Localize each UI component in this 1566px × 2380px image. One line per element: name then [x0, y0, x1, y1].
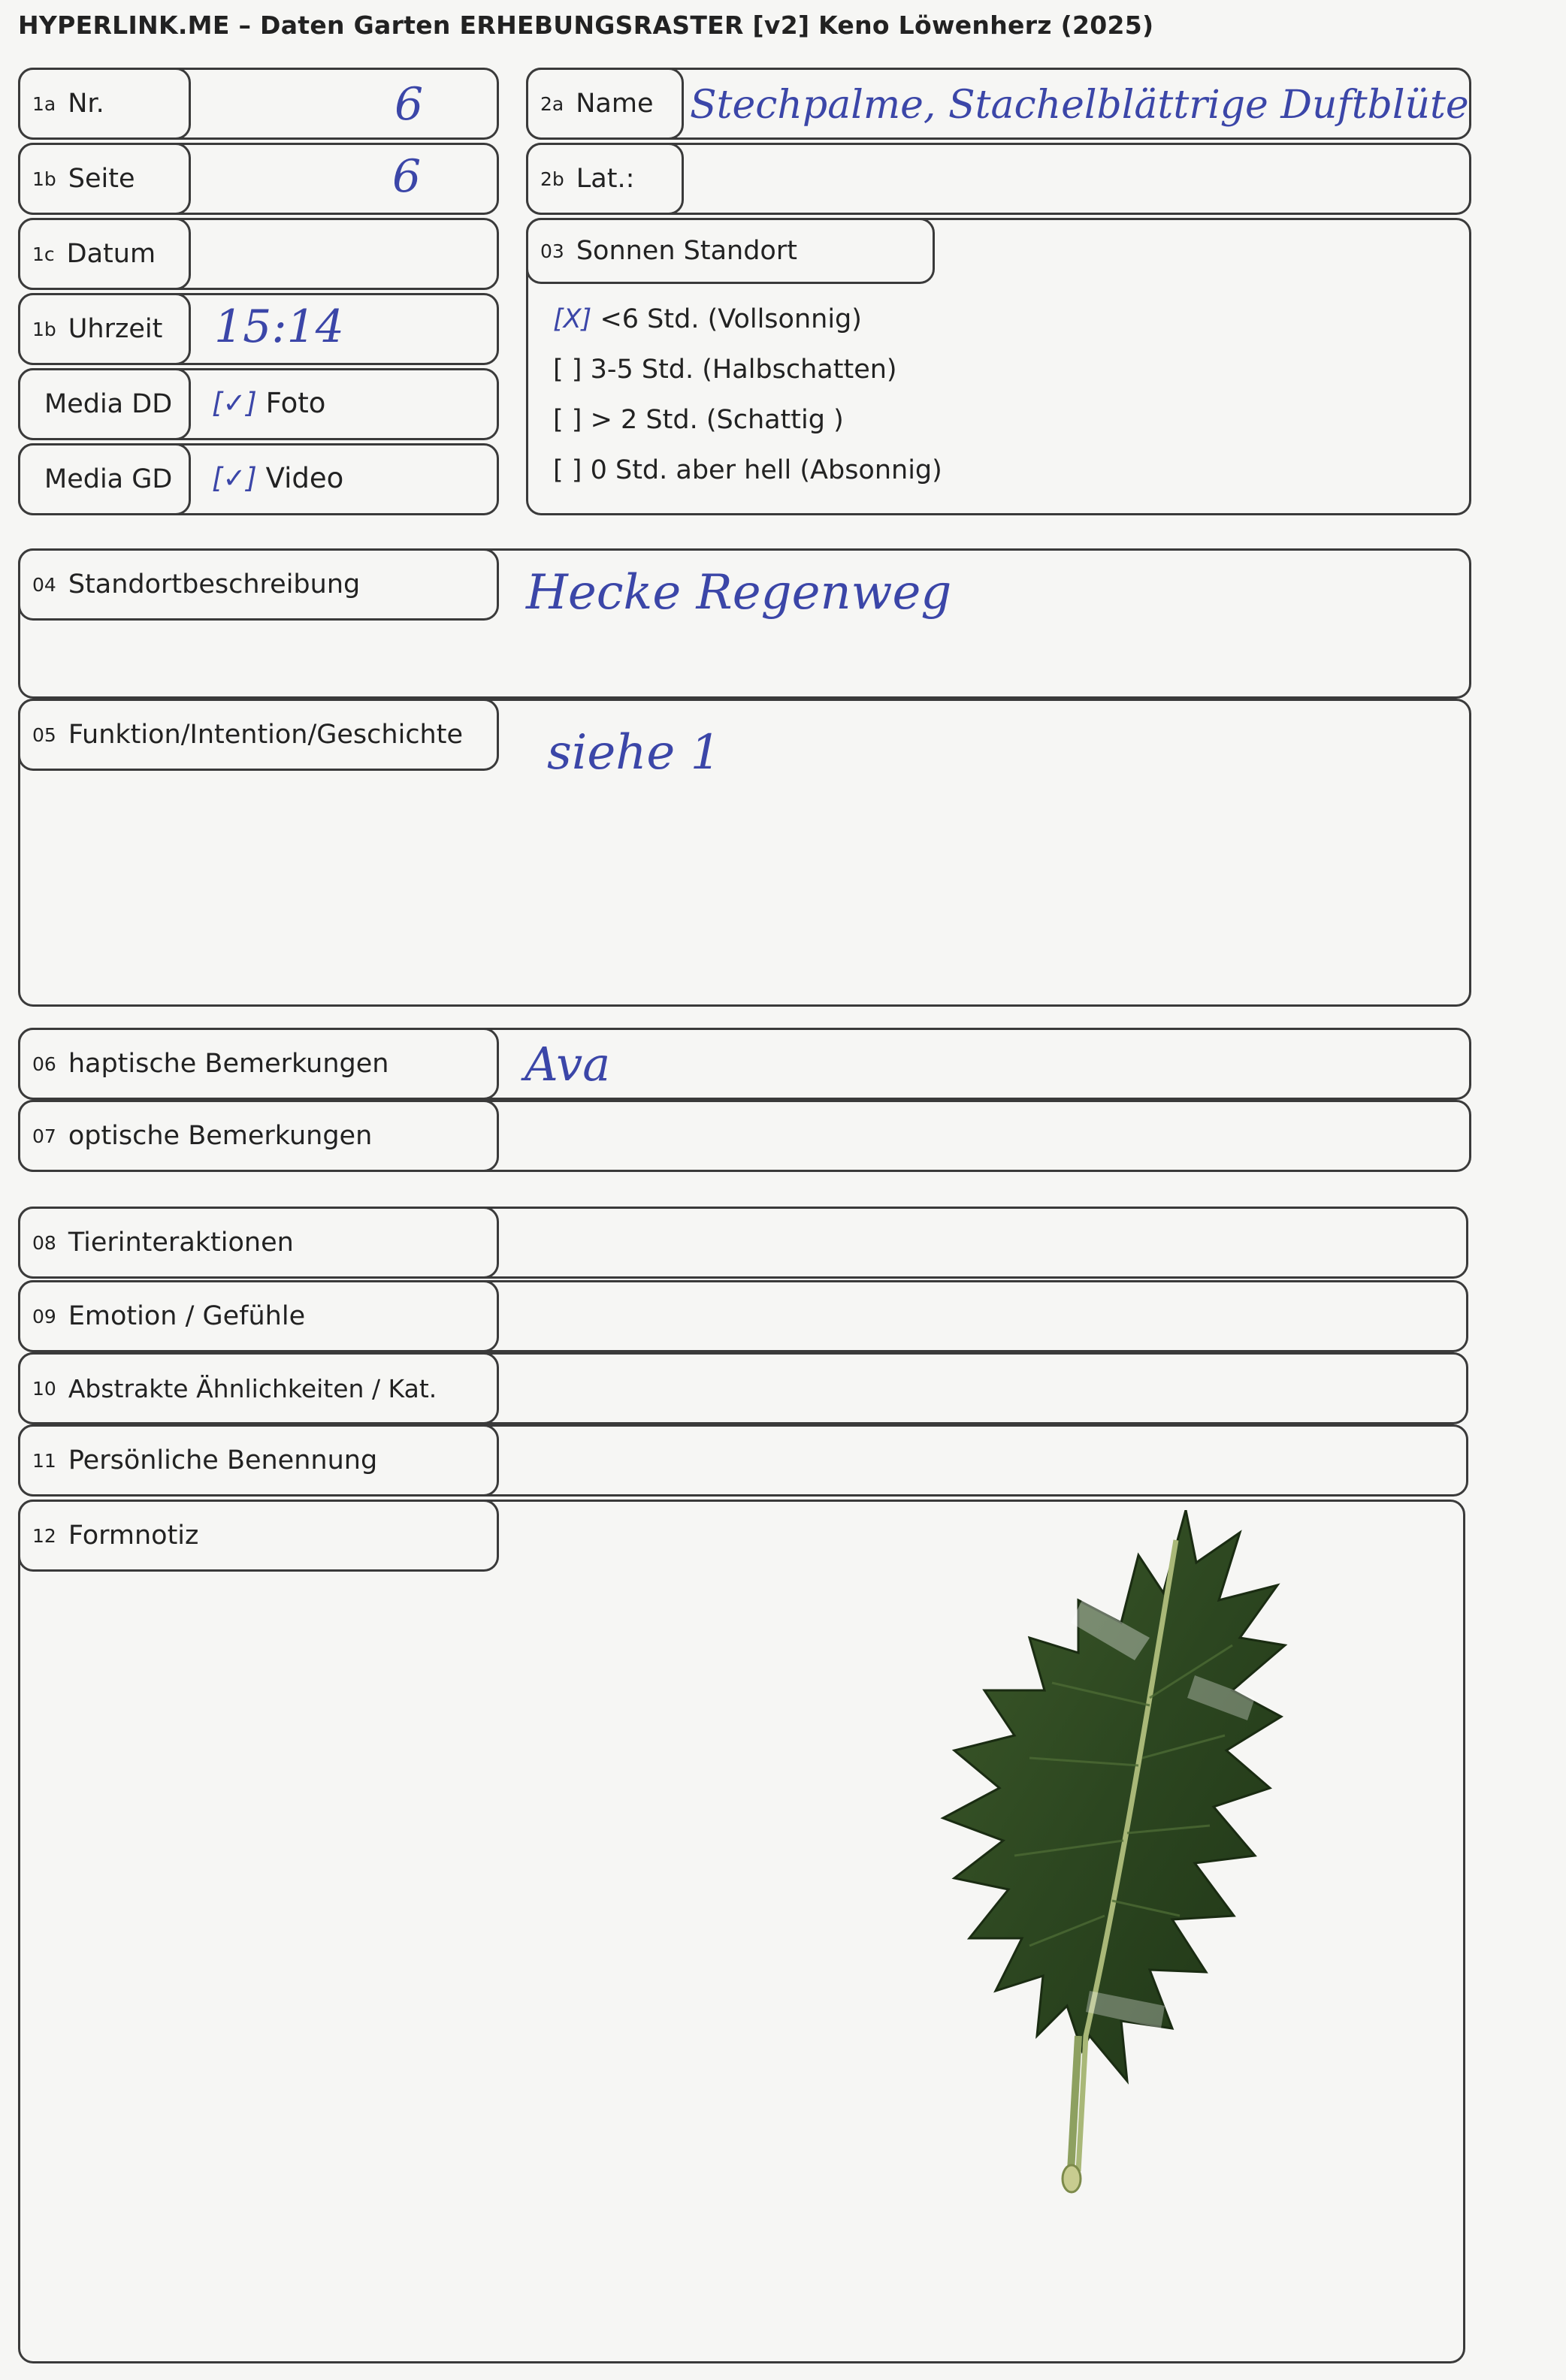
standort-label-text: Standortbeschreibung: [68, 569, 361, 600]
nr-value[interactable]: 6: [395, 78, 424, 131]
name-label-text: Name: [576, 89, 654, 119]
sun-option-vollsonnig[interactable]: [553, 304, 862, 334]
sun-option-text: 3-5 Std. (Halbschatten): [590, 355, 897, 385]
emotion-code: 09: [32, 1305, 56, 1327]
uhrzeit-value[interactable]: 15:14: [214, 301, 344, 353]
uhrzeit-code: 1b: [32, 318, 56, 340]
haptisch-value[interactable]: Ava: [525, 1037, 611, 1092]
emotion-label-text: Emotion / Gefühle: [68, 1301, 306, 1331]
lat-label-text: Lat.:: [576, 164, 635, 194]
persoenlich-code: 11: [32, 1449, 56, 1472]
sun-option-text: > 2 Std. (Schattig ): [590, 405, 844, 435]
name-label: [526, 68, 684, 140]
tier-label: [18, 1207, 499, 1279]
standort-code: 04: [32, 573, 56, 596]
persoenlich-label-text: Persönliche Benennung: [68, 1445, 378, 1475]
sun-option-checkbox[interactable]: [ ]: [553, 355, 582, 385]
sun-option-checkbox[interactable]: [ ]: [553, 405, 582, 435]
lat-label: [526, 143, 684, 215]
form-label: [18, 1500, 499, 1572]
media-dd-label-text: Media DD: [44, 389, 173, 419]
seite-code: 1b: [32, 168, 56, 190]
sun-option-halbschatten[interactable]: [553, 355, 897, 385]
abstrakt-label-text: Abstrakte Ähnlichkeiten / Kat.: [68, 1373, 437, 1403]
seite-label-text: Seite: [68, 164, 135, 194]
media-gd-checkbox[interactable]: [✓]: [212, 462, 257, 494]
media-dd-checkbox[interactable]: [✓]: [212, 387, 257, 419]
form-label-text: Formnotiz: [68, 1521, 199, 1551]
haptisch-label-text: haptische Bemerkungen: [68, 1049, 389, 1079]
sun-label: [526, 218, 935, 284]
sun-option-text: 0 Std. aber hell (Absonnig): [590, 455, 942, 485]
standort-label: [18, 548, 499, 621]
seite-label: [18, 143, 191, 215]
tier-label-text: Tierinteraktionen: [68, 1228, 294, 1258]
datum-label-text: Datum: [66, 239, 156, 269]
media-dd-option: Foto: [265, 387, 326, 419]
nr-code: 1a: [32, 92, 56, 115]
optisch-label-text: optische Bemerkungen: [68, 1121, 373, 1151]
holly-leaf-specimen-icon: [924, 1510, 1300, 2209]
nr-label: [18, 68, 191, 140]
form-code: 12: [32, 1524, 56, 1547]
lat-code: 2b: [540, 168, 564, 190]
sun-code: 03: [540, 240, 564, 262]
media-gd-value[interactable]: [212, 462, 343, 494]
sun-label-text: Sonnen Standort: [576, 236, 797, 266]
seite-value[interactable]: 6: [392, 150, 422, 203]
datum-code: 1c: [32, 243, 55, 265]
sun-option-schattig[interactable]: [553, 405, 844, 435]
media-gd-label-text: Media GD: [44, 464, 173, 494]
abstrakt-code: 10: [32, 1377, 56, 1400]
sun-option-checkbox[interactable]: [ ]: [553, 455, 582, 485]
media-gd-option: Video: [265, 462, 344, 494]
sun-option-absonnig[interactable]: [553, 455, 942, 485]
standort-value[interactable]: Hecke Regenweg: [526, 565, 952, 621]
nr-label-text: Nr.: [68, 89, 104, 119]
media-gd-label: [18, 443, 191, 515]
name-code: 2a: [540, 92, 564, 115]
datum-label: [18, 218, 191, 290]
optisch-code: 07: [32, 1125, 56, 1147]
page-title: HYPERLINK.ME – Daten Garten ERHEBUNGSRASTER [v2] Keno Löwenherz (2025): [18, 11, 1154, 40]
tier-code: 08: [32, 1231, 56, 1254]
sun-option-text: <6 Std. (Vollsonnig): [600, 304, 862, 334]
funktion-value[interactable]: siehe 1: [547, 725, 721, 781]
funktion-code: 05: [32, 723, 56, 746]
optisch-label: [18, 1100, 499, 1172]
haptisch-code: 06: [32, 1053, 56, 1075]
emotion-label: [18, 1280, 499, 1352]
funktion-label-text: Funktion/Intention/Geschichte: [68, 720, 464, 750]
persoenlich-label: [18, 1424, 499, 1497]
abstrakt-label: [18, 1352, 499, 1424]
media-dd-label: [18, 368, 191, 440]
funktion-label: [18, 699, 499, 771]
uhrzeit-label-text: Uhrzeit: [68, 314, 163, 344]
haptisch-label: [18, 1028, 499, 1100]
sun-option-checkbox[interactable]: [X]: [553, 304, 592, 334]
uhrzeit-label: [18, 293, 191, 365]
name-value[interactable]: Stechpalme, Stachelblättrige Duftblüte: [690, 83, 1469, 128]
media-dd-value[interactable]: [212, 387, 325, 419]
